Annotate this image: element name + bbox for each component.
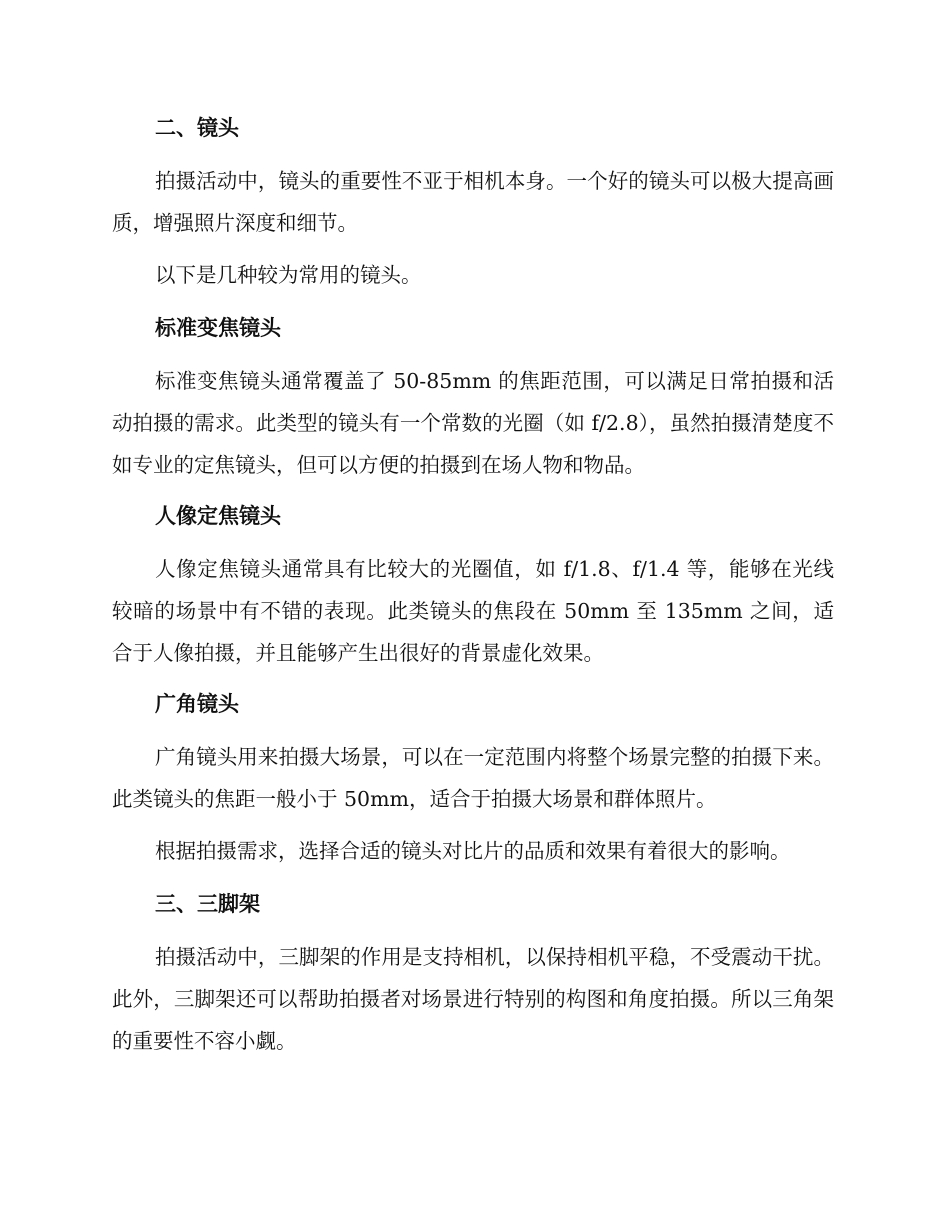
- tripod-paragraph: 拍摄活动中，三脚架的作用是支持相机，以保持相机平稳，不受震动干扰。此外，三脚架还可以帮助拍摄者对场景进行特别的构图和角度拍摄。所以三角架的重要性不容小觑。: [112, 945, 834, 1053]
- subheading-wide-angle: 广角镜头: [155, 692, 239, 716]
- lens-intro-paragraph: 拍摄活动中，镜头的重要性不亚于相机本身。一个好的镜头可以极大提高画质，增强照片深度和细节。: [112, 169, 834, 235]
- wide-angle-paragraph: 广角镜头用来拍摄大场景，可以在一定范围内将整个场景完整的拍摄下来。此类镜头的焦距一般小于 50mm，适合于拍摄大场景和群体照片。: [112, 745, 834, 811]
- subheading-portrait-prime: 人像定焦镜头: [155, 504, 281, 528]
- standard-zoom-paragraph: 标准变焦镜头通常覆盖了 50-85mm 的焦距范围，可以满足日常拍摄和活动拍摄的需求。此类型的镜头有一个常数的光圈（如 f/2.8），虽然拍摄清楚度不如专业的定焦镜头，但可以方便的拍摄到在场人物和物品。: [112, 369, 834, 477]
- document-page: [112, 108, 834, 1072]
- lens-summary-paragraph: 根据拍摄需求，选择合适的镜头对比片的品质和效果有着很大的影响。: [155, 839, 791, 863]
- section-heading-lens: 二、镜头: [155, 116, 239, 140]
- subheading-standard-zoom: 标准变焦镜头: [155, 316, 281, 340]
- lens-list-intro-paragraph: 以下是几种较为常用的镜头。: [155, 263, 422, 287]
- portrait-prime-paragraph: 人像定焦镜头通常具有比较大的光圈值，如 f/1.8、f/1.4 等，能够在光线较暗的场景中有不错的表现。此类镜头的焦段在 50mm 至 135mm 之间，适合于人像拍摄，并且能够产生出很好的背景虚化效果。: [112, 557, 834, 665]
- section-heading-tripod: 三、三脚架: [155, 892, 260, 916]
